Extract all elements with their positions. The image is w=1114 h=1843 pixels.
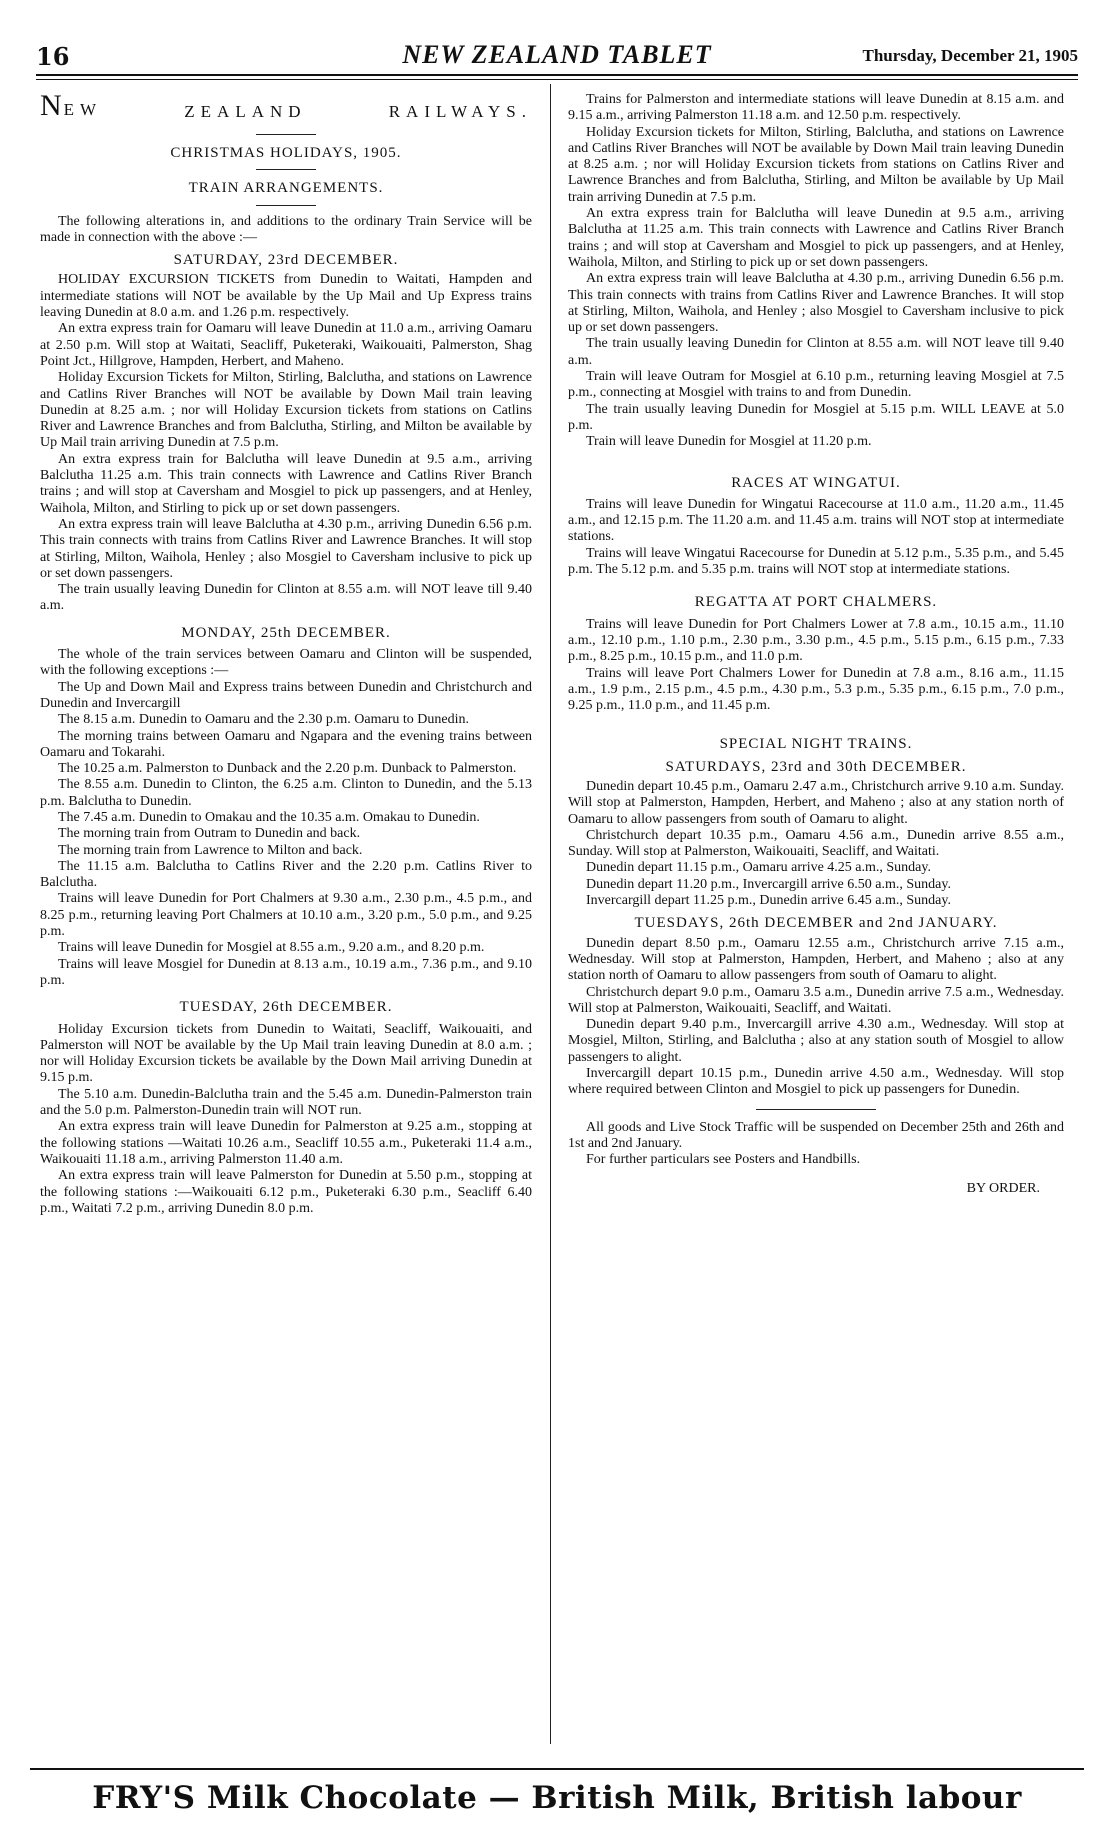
masthead: [36, 40, 1078, 76]
paragraph: An extra express train for Oamaru will leave Dunedin at 11.0 a.m., arriving Oamaru at 2.50 p.m. Will stop at Waitati, Seacliff, Puketeraki, Waikouaiti, Palmerston, Shag Point Jct., Hillgrove, Hampden, Herbert, and Maheno.: [40, 321, 532, 369]
paragraph: The train usually leaving Dunedin for Clinton at 8.55 a.m. will NOT leave till 9.40 a.m.: [40, 582, 532, 614]
issue-date: Thursday, December 21, 1905: [862, 46, 1078, 65]
paragraph: The morning train from Lawrence to Milton and back.: [58, 842, 363, 858]
paragraph: Dunedin depart 11.15 p.m., Oamaru arrive 4.25 a.m., Sunday.: [586, 860, 931, 876]
tuesday-section: [40, 1022, 532, 1218]
heading-initial: N: [40, 89, 62, 122]
saturdays-heading: SATURDAYS, 23rd and 30th DECEMBER.: [665, 758, 967, 775]
night-saturday-section: [568, 779, 1064, 909]
paragraph: For further particulars see Posters and Handbills.: [586, 1152, 861, 1168]
column-divider: [550, 84, 551, 1744]
saturday-section: [40, 272, 532, 614]
newspaper-title: NEW ZEALAND TABLET: [402, 40, 712, 69]
divider: [256, 169, 316, 170]
advertisement-banner: FRY'S Milk Chocolate — British Milk, British labour: [92, 1780, 1022, 1816]
paragraph: The morning trains between Oamaru and Ngapara and the evening trains between Oamaru and Tokarahi.: [40, 728, 532, 760]
paragraph: The Up and Down Mail and Express trains between Dunedin and Christchurch and Dunedin and Invercargill: [40, 679, 532, 711]
paragraph: Trains will leave Dunedin for Port Chalmers at 9.30 a.m., 2.30 p.m., 4.5 p.m., and 8.25 p.m., returning leaving Port Chalmers at 10.10 a.m., 3.20 p.m., 5.0 p.m., and 9.25 p.m.: [40, 891, 532, 940]
monday-section: [40, 647, 532, 989]
paragraph: The 8.55 a.m. Dunedin to Clinton, the 6.25 a.m. Clinton to Dunedin, and the 5.13 p.m. Balclutha to Dunedin.: [40, 777, 532, 809]
paragraph: Dunedin depart 8.50 p.m., Oamaru 12.55 a.m., Christchurch arrive 7.15 a.m., Wednesday. Will stop at Palmerston, Hampden, Herbert, and Maheno ; also at any station north of Oamaru to allow passengers from south of Oamaru to alight.: [568, 935, 1064, 984]
divider: [256, 205, 316, 206]
paragraph: The 5.10 a.m. Dunedin-Balclutha train and the 5.45 a.m. Dunedin-Palmerston train and the 5.0 p.m. Palmerston-Dunedin train will NOT run.: [40, 1086, 532, 1119]
paragraph: The morning train from Outram to Dunedin and back.: [58, 826, 361, 842]
paragraph: Christchurch depart 9.0 p.m., Oamaru 3.5 a.m., Dunedin arrive 7.5 a.m., Wednesday. Will stop at Palmerston, Waikouaiti, Seacliff, and Waitati.: [568, 984, 1064, 1016]
paragraph: Trains will leave Dunedin for Mosgiel at 8.55 a.m., 9.20 a.m., and 8.20 p.m.: [58, 940, 485, 956]
paragraph: An extra express train for Balclutha will leave Dunedin at 9.5 a.m., arriving Balclutha at 11.25 a.m. This train connects with Lawrence and Catlins River Branch trains ; and will stop at Caversham and Mosgiel to pick up passengers, and at Henley, Waihola, Milton, and Stirling to pick up or set down passengers.: [568, 206, 1064, 270]
closing-section: [568, 1120, 1064, 1169]
paragraph: Holiday Excursion tickets for Milton, Stirling, Balclutha, and stations on Lawrence and Catlins River Branches will NOT be available by Down Mail train leaving Dunedin at 8.25 a.m. ; nor will Holiday Excursion tickets from stations on Catlins River and Lawrence Branches and from Balclutha, Stirling, and Milton be available by Up Mail train arriving Dunedin at 7.5 p.m.: [568, 124, 1064, 205]
paragraph: The 11.15 a.m. Balclutha to Catlins River and the 2.20 p.m. Catlins River to Balclutha.: [40, 858, 532, 891]
paragraph: Train will leave Dunedin for Mosgiel at 11.20 p.m.: [586, 434, 872, 450]
paragraph: Trains will leave Mosgiel for Dunedin at 8.13 a.m., 10.19 a.m., 7.36 p.m., and 9.10 p.m.: [40, 956, 532, 988]
paragraph: Dunedin depart 11.20 p.m., Invercargill arrive 6.50 a.m., Sunday.: [586, 876, 951, 892]
paragraph: An extra express train will leave Balclutha at 4.30 p.m., arriving Dunedin 6.56 p.m. This train connects with trains from Catlins River and Lawrence Branches. It will stop at Stirling, Milton, Waihola, and Henley ; also Mosgiel to Caversham inclusive to pick up or set down passengers.: [568, 271, 1064, 336]
divider: [256, 134, 316, 135]
left-column: [40, 86, 532, 1217]
paragraph: Train will leave Outram for Mosgiel at 6.10 p.m., returning leaving Mosgiel at 7.5 p.m., connecting at Mosgiel with trains to and from Dunedin.: [568, 369, 1064, 401]
regatta-heading: REGATTA AT PORT CHALMERS.: [694, 594, 938, 611]
masthead-rule: [36, 74, 1078, 76]
tuesdays-heading: TUESDAYS, 26th DECEMBER and 2nd JANUARY.: [634, 915, 998, 932]
paragraph: Trains will leave Port Chalmers Lower for Dunedin at 7.8 a.m., 8.16 a.m., 11.15 a.m., 1.9 p.m., 2.15 p.m., 4.5 p.m., 4.30 p.m., 5.3 p.m., 5.35 p.m., 6.15 p.m., 7.0 p.m., 9.25 p.m., 11.0 p.m., and 11.45 p.m.: [568, 665, 1064, 714]
tuesday-heading: TUESDAY, 26th DECEMBER.: [179, 999, 393, 1016]
paragraph: Holiday Excursion Tickets for Milton, Stirling, Balclutha, and stations on Lawrence and Catlins River Branches will NOT be available by Down Mail train leaving Dunedin at 8.25 a.m. ; nor will Holiday Excursion tickets from stations on Catlins River and Lawrence Branches and from Balclutha, Stirling, and Milton be available by Up Mail train arriving Dunedin at 7.5 p.m.: [40, 370, 532, 451]
heading-zealand: ZEALAND: [184, 101, 307, 121]
paragraph: The whole of the train services between Oamaru and Clinton will be suspended, with the following exceptions :—: [40, 647, 532, 679]
paragraph: An extra express train for Balclutha will leave Dunedin at 9.5 a.m., arriving Balclutha 11.25 a.m. This train connects with Lawrence and Catlins River Branch trains ; and will stop at Caversham and Mosgiel to pick up passengers, and at Henley, Waihola, Milton, and Stirling to pick up or set down passengers.: [40, 451, 532, 516]
paragraph: The 7.45 a.m. Dunedin to Omakau and the 10.35 a.m. Omakau to Dunedin.: [58, 809, 480, 825]
continuation-section: [568, 92, 1064, 451]
railways-heading: [40, 89, 532, 122]
arrangements-heading: TRAIN ARRANGEMENTS.: [188, 180, 384, 197]
paragraph: Dunedin depart 10.45 p.m., Oamaru 2.47 a.m., Christchurch arrive 9.10 a.m. Sunday. Will stop at Palmerston, Hampden, Herbert, and Maheno ; also at any station north of Oamaru to allow passengers from south of Oamaru to alight.: [568, 778, 1064, 827]
paragraph: The train usually leaving Dunedin for Mosgiel at 5.15 p.m. WILL LEAVE at 5.0 p.m.: [568, 401, 1064, 433]
heading-ew: EW: [63, 100, 103, 119]
notice-subtitle: CHRISTMAS HOLIDAYS, 1905.: [170, 145, 402, 161]
night-trains-heading: SPECIAL NIGHT TRAINS.: [719, 736, 913, 753]
paragraph: Trains will leave Dunedin for Wingatui Racecourse at 11.0 a.m., 11.20 a.m., 11.45 a.m., and 12.15 p.m. The 11.20 a.m. and 11.45 a.m. trains will NOT stop at intermediate stations.: [568, 496, 1064, 545]
paragraph: An extra express train will leave Palmerston for Dunedin at 5.50 p.m., stopping at the following stations :—Waikouaiti 6.12 p.m., Puketeraki 6.30 p.m., Seacliff 6.40 p.m., Waitati 7.2 p.m., arriving Dunedin 8.0 p.m.: [40, 1168, 532, 1216]
races-heading: RACES AT WINGATUI.: [731, 474, 901, 491]
paragraph: An extra express train will leave Dunedin for Palmerston at 9.25 a.m., stopping at the following stations —Waitati 10.26 a.m., Seacliff 10.55 a.m., Puketeraki 11.4 a.m., Waikouaiti 11.18 a.m., arriving Palmerston 11.40 a.m.: [40, 1119, 532, 1167]
paragraph: Holiday Excursion tickets from Dunedin to Waitati, Seacliff, Waikouaiti, and Palmerston will NOT be available by the Up Mail train leaving Dunedin at 8.0 a.m. ; nor will Holiday Excursion tickets be available by the Down Mail arriving Dunedin at 9.15 p.m.: [40, 1021, 532, 1086]
intro-paragraph: The following alterations in, and additions to the ordinary Train Service will be made in connection with the above :—: [40, 213, 532, 245]
races-section: [568, 497, 1064, 578]
paragraph: The train usually leaving Dunedin for Clinton at 8.55 a.m. will NOT leave till 9.40 a.m.: [568, 336, 1064, 368]
paragraph: All goods and Live Stock Traffic will be suspended on December 25th and 26th and 1st and 2nd January.: [568, 1119, 1064, 1151]
paragraph: Trains will leave Wingatui Racecourse for Dunedin at 5.12 p.m., 5.35 p.m., and 5.45 p.m. The 5.12 p.m. and 5.35 p.m. trains will NOT stop at intermediate stations.: [568, 545, 1064, 578]
paragraph: The 10.25 a.m. Palmerston to Dunback and the 2.20 p.m. Dunback to Palmerston.: [58, 761, 517, 777]
regatta-section: [568, 617, 1064, 715]
monday-heading: MONDAY, 25th DECEMBER.: [181, 624, 391, 641]
saturday-heading: SATURDAY, 23rd DECEMBER.: [173, 252, 399, 269]
page-number: 16: [36, 42, 70, 71]
paragraph: Invercargill depart 11.25 p.m., Dunedin arrive 6.45 a.m., Sunday.: [586, 893, 951, 909]
by-order: BY ORDER.: [966, 1180, 1040, 1196]
paragraph: HOLIDAY EXCURSION TICKETS from Dunedin to Waitati, Hampden and intermediate stations will NOT be available by the Up Mail and Up Express trains leaving Dunedin at 8.0 a.m. and 1.26 p.m. respectively.: [40, 272, 532, 321]
paragraph: Trains for Palmerston and intermediate stations will leave Dunedin at 8.15 a.m. and 9.15 a.m., arriving Palmerston 11.18 a.m. and 12.50 p.m. respectively.: [568, 92, 1064, 124]
divider: [756, 1109, 876, 1110]
paragraph: Invercargill depart 10.15 p.m., Dunedin arrive 4.50 a.m., Wednesday. Will stop where required between Clinton and Mosgiel to pick up passengers for Dunedin.: [568, 1066, 1064, 1098]
right-column: [568, 92, 1064, 1197]
paragraph: Christchurch depart 10.35 p.m., Oamaru 4.56 a.m., Dunedin arrive 8.55 a.m., Sunday. Will stop at Palmerston, Waikouaiti, Seacliff, and Waitati.: [568, 827, 1064, 860]
paragraph: The 8.15 a.m. Dunedin to Oamaru and the 2.30 p.m. Oamaru to Dunedin.: [58, 712, 469, 728]
advertisement-rule: [30, 1768, 1084, 1770]
night-tuesday-section: [568, 936, 1064, 1099]
masthead-rule-thin: [36, 79, 1078, 80]
paragraph: Trains will leave Dunedin for Port Chalmers Lower at 7.8 a.m., 10.15 a.m., 11.10 a.m., 12.10 p.m., 1.10 p.m., 2.30 p.m., 3.30 p.m., 4.5 p.m., 5.15 p.m., 6.15 p.m., 7.33 p.m., 8.25 p.m., 10.15 p.m., and 11.0 p.m.: [568, 616, 1064, 665]
paragraph: An extra express train will leave Balclutha at 4.30 p.m., arriving Dunedin 6.56 p.m. This train connects with trains from Catlins River and Lawrence Branches. It will stop at Stirling, Milton, Waihola, Henley ; also Mosgiel to Caversham inclusive to pick up or set down passengers.: [40, 516, 532, 581]
heading-railways: RAILWAYS.: [388, 101, 532, 121]
paragraph: Dunedin depart 9.40 p.m., Invercargill arrive 4.30 a.m., Wednesday. Will stop at Mosgiel, Milton, Stirling, and Balclutha ; also at any station south of Mosgiel to allow passengers to alight.: [568, 1017, 1064, 1065]
